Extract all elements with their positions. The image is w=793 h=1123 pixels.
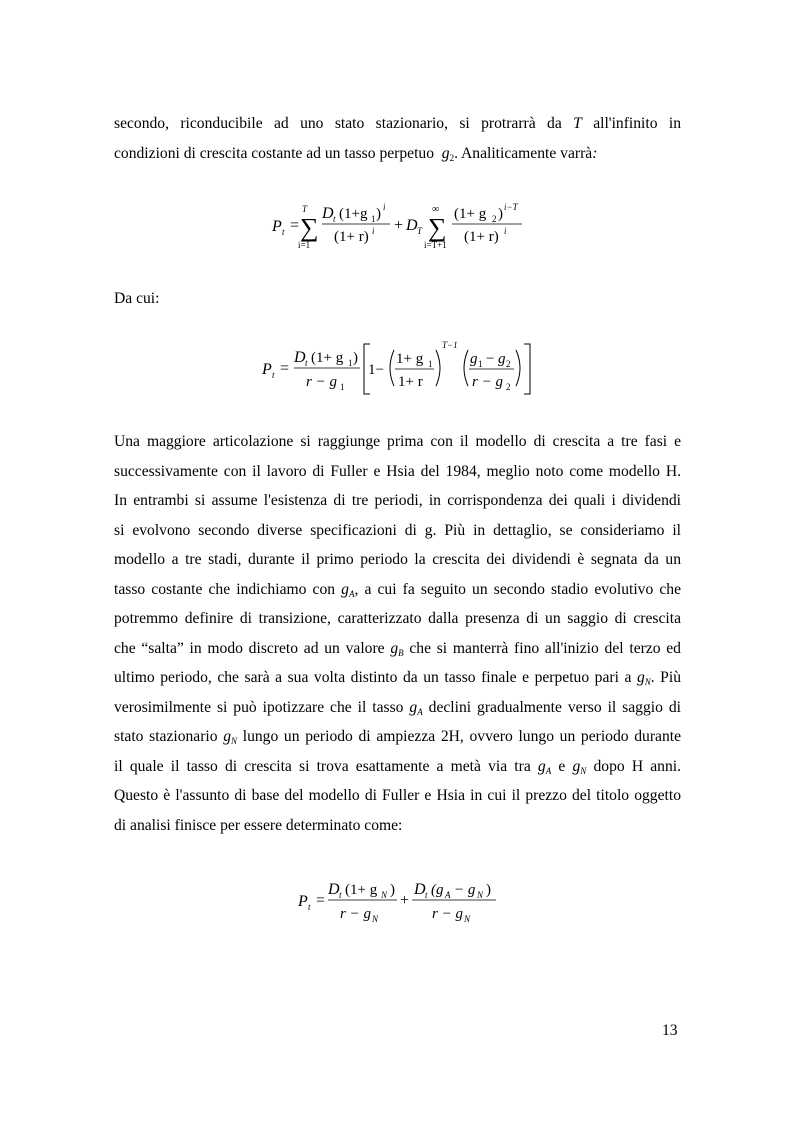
num-sub-t: t bbox=[305, 358, 308, 368]
p2-line-1: Una maggiore articolazione si raggiunge prima con il modello di crescita a tre fasi e bbox=[114, 433, 681, 450]
variable-g: g bbox=[636, 669, 645, 686]
p2-line-8 bbox=[114, 634, 681, 664]
text-fragment: . Analiticamente varrà bbox=[454, 144, 593, 162]
sum2-symbol: ∑ bbox=[428, 213, 447, 242]
rm: r − g bbox=[472, 374, 503, 390]
den-1: (1+ r) bbox=[334, 229, 369, 245]
den-exp: i bbox=[372, 226, 375, 236]
p2-line-6 bbox=[114, 575, 681, 605]
variable-g: g bbox=[409, 698, 418, 716]
num-close: ) bbox=[353, 350, 358, 366]
num-exp: i bbox=[383, 202, 386, 212]
text-fragment: secondo, riconducibile ad uno stato stazionario, si protrarrà da bbox=[114, 115, 562, 132]
variable-g: g bbox=[390, 639, 399, 657]
den2: r − g bbox=[432, 906, 463, 922]
formula-sub-t: t bbox=[308, 902, 311, 912]
text-fragment: verosimilmente si può ipotizzare che il tasso bbox=[114, 698, 404, 716]
text-fragment: tasso costante che indichiamo con bbox=[114, 580, 336, 598]
text-fragment: all'infinito in bbox=[593, 115, 681, 132]
g1: g bbox=[470, 351, 478, 367]
formula-dividend-sum bbox=[268, 198, 528, 254]
p2-line-11 bbox=[114, 722, 681, 752]
p2-line-4: si evolvono secondo diverse specificazioni di g. Più in dettaglio, se consideriamo il bbox=[114, 521, 681, 539]
num-paren: (1+ g bbox=[311, 350, 344, 366]
paragraph-intro bbox=[114, 109, 681, 168]
formula-fuller-hsia bbox=[294, 874, 504, 930]
left-paren-2 bbox=[464, 350, 468, 386]
den2-exp: i bbox=[504, 226, 507, 236]
text-fragment: . Più bbox=[650, 669, 681, 686]
variable-g: g bbox=[223, 728, 232, 745]
subscript: 2 bbox=[449, 152, 455, 163]
subscript: A bbox=[545, 765, 552, 776]
formula-P: P bbox=[262, 361, 272, 378]
g2: g bbox=[498, 351, 506, 367]
page-number: 13 bbox=[662, 1022, 678, 1039]
variable-g: g bbox=[572, 757, 581, 775]
p2-line-3: In entrambi si assume l'esistenza di tre periodi, in corrispondenza dei quali i dividendi bbox=[114, 492, 681, 509]
num2-D: D bbox=[414, 881, 426, 898]
subscript: A bbox=[417, 706, 423, 717]
num1-D: D bbox=[328, 881, 340, 898]
right-paren-2 bbox=[516, 350, 520, 386]
num2-paren: (g bbox=[431, 882, 444, 898]
bracket-one: 1− bbox=[368, 362, 384, 378]
text-fragment: e bbox=[558, 757, 566, 775]
num2-close: ) bbox=[486, 882, 491, 898]
formula-two-stage bbox=[258, 338, 538, 398]
sum-upper: T bbox=[302, 204, 308, 214]
num1-paren: (1+ g bbox=[345, 882, 378, 898]
exponent: T−1 bbox=[442, 340, 458, 350]
num2-minus: − g bbox=[454, 882, 476, 898]
D-T-sub: T bbox=[417, 226, 423, 236]
da-cui-label: Da cui: bbox=[114, 290, 160, 307]
formula-sub-t: t bbox=[272, 370, 275, 380]
num1-sub-N: N bbox=[381, 890, 388, 900]
p2-line-7: potremmo definire di transizione, caratterizzato dalla presenza di un saggio di crescita bbox=[114, 610, 681, 627]
num1-close: ) bbox=[390, 882, 395, 898]
formula-P: P bbox=[272, 218, 282, 235]
num-sub-t: t bbox=[333, 214, 336, 224]
p2-line-12 bbox=[114, 752, 681, 782]
den-2: (1+ r) bbox=[464, 229, 499, 245]
den2-sub: N bbox=[464, 914, 471, 924]
num-sub-1: 1 bbox=[371, 214, 376, 224]
subscript: A bbox=[348, 588, 355, 599]
num2-sub-A: A bbox=[445, 890, 451, 900]
den: r − g bbox=[306, 374, 337, 390]
D-T: D bbox=[406, 217, 418, 234]
sum2-lower: i=T+1 bbox=[424, 240, 447, 250]
p2-line-10 bbox=[114, 693, 681, 723]
text-fragment: condizioni di crescita costante ad un tasso perpetuo bbox=[114, 144, 434, 162]
formula-eq: = bbox=[316, 892, 326, 909]
rm-sub: 2 bbox=[506, 382, 511, 392]
num-D: D bbox=[322, 205, 334, 222]
formula-sub-t: t bbox=[282, 227, 285, 237]
subscript: N bbox=[231, 736, 238, 746]
num2-sub-N: N bbox=[477, 890, 484, 900]
g2-sub: 2 bbox=[506, 359, 511, 369]
minus: − bbox=[486, 351, 495, 367]
text-fragment: stato stazionario bbox=[114, 728, 218, 745]
formula-eq: = bbox=[290, 217, 300, 234]
variable-g: g bbox=[441, 144, 450, 162]
inner-num: 1+ g bbox=[396, 351, 424, 367]
sum2-upper: ∞ bbox=[432, 204, 440, 215]
p2-line-2: successivamente con il lavoro di Fuller e Hsia del 1984, meglio noto come modello H. bbox=[114, 462, 681, 480]
right-paren bbox=[436, 350, 440, 386]
sum-symbol: ∑ bbox=[300, 213, 319, 242]
num2-close: ) bbox=[498, 206, 503, 222]
num2-sub-t: t bbox=[425, 890, 428, 900]
formula-eq: = bbox=[280, 360, 290, 377]
text-fragment: ultimo periodo, che sarà a sua volta distinto da un tasso finale e perpetuo pari a bbox=[114, 669, 632, 686]
p2-line-14: di analisi finisce per essere determinato come: bbox=[114, 816, 403, 834]
variable-T: T bbox=[573, 115, 582, 132]
num-D: D bbox=[294, 349, 306, 366]
right-bracket bbox=[524, 344, 530, 394]
p2-line-9 bbox=[114, 663, 681, 693]
p2-line-5: modello a tre stadi, durante il primo periodo la crescita dei dividendi è segnata da un bbox=[114, 551, 681, 568]
text-fragment: che “salta” in modo discreto ad un valore bbox=[114, 639, 385, 657]
text-fragment: il quale il tasso di crescita si trova esattamente a metà via tra bbox=[114, 757, 531, 775]
variable-g: g bbox=[341, 580, 349, 598]
plus-sign: + bbox=[394, 217, 404, 234]
paragraph-intro-line-2 bbox=[114, 139, 681, 169]
den1-sub: N bbox=[372, 914, 379, 924]
colon: : bbox=[592, 144, 598, 162]
num2-exp: i−T bbox=[504, 202, 518, 212]
subscript: N bbox=[580, 765, 587, 776]
den1: r − g bbox=[340, 906, 371, 922]
sum-lower: i=1 bbox=[298, 240, 311, 250]
text-fragment: dopo H anni. bbox=[593, 757, 681, 775]
left-paren bbox=[390, 350, 394, 386]
text-fragment: , a cui fa seguito un secondo stadio evolutivo che bbox=[354, 580, 681, 598]
subscript: N bbox=[644, 677, 651, 687]
text-fragment: che si manterrà fino all'inizio del terzo ed bbox=[409, 639, 681, 657]
num1-sub-t: t bbox=[339, 890, 342, 900]
variable-g: g bbox=[537, 757, 546, 775]
formula-P: P bbox=[298, 893, 308, 910]
num-paren: (1+g bbox=[339, 206, 368, 222]
num-paren-close: ) bbox=[376, 206, 381, 222]
subscript: B bbox=[398, 647, 404, 658]
num-sub-1: 1 bbox=[348, 358, 353, 368]
num2: (1+ g bbox=[454, 206, 487, 222]
text-fragment: lungo un periodo di ampiezza 2H, ovvero lungo un periodo durante bbox=[242, 728, 682, 745]
plus-sign: + bbox=[400, 892, 410, 909]
text-fragment: declini gradualmente verso il saggio di bbox=[428, 698, 681, 716]
inner-den: 1+ r bbox=[398, 374, 423, 390]
g1-sub: 1 bbox=[478, 359, 483, 369]
inner-num-sub: 1 bbox=[428, 359, 433, 369]
paragraph-three-stage bbox=[114, 427, 681, 840]
den-sub: 1 bbox=[340, 382, 345, 392]
paragraph-intro-line-1 bbox=[114, 109, 681, 139]
p2-line-13: Questo è l'assunto di base del modello di Fuller e Hsia in cui il prezzo del titolo oggetto bbox=[114, 787, 681, 804]
num2-sub: 2 bbox=[492, 214, 497, 224]
